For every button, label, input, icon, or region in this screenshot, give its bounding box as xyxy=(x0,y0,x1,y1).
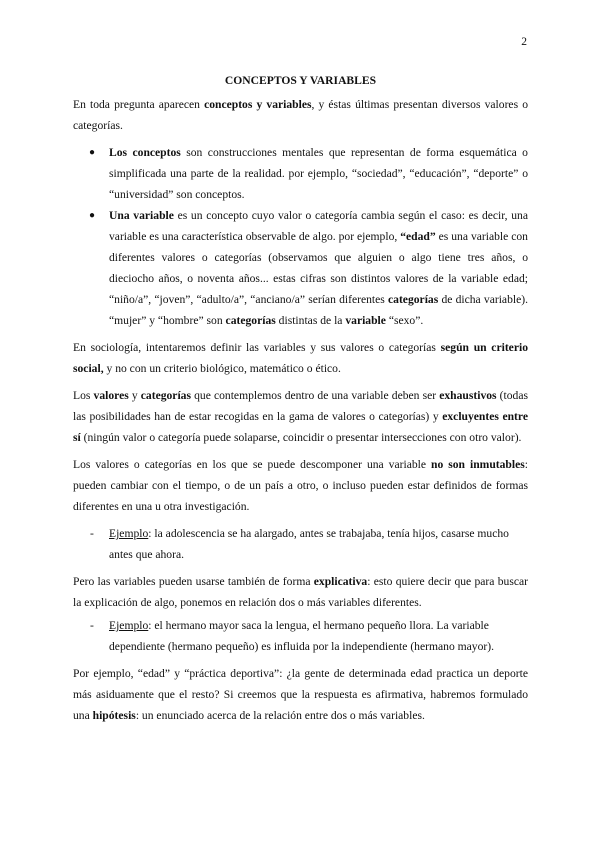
sociology-paragraph: En sociología, intentaremos definir las variables y sus valores o categorías según un criterio social, y no con un criterio biológico, matemático o ético. xyxy=(73,341,528,375)
intro-paragraph: En toda pregunta aparecen conceptos y variables, y éstas últimas presentan diversos valores o categorías. xyxy=(73,98,529,132)
example-list-1 xyxy=(73,523,528,565)
bullet-icon: ● xyxy=(89,210,96,221)
bullet-icon: ● xyxy=(89,147,96,158)
hypothesis-paragraph: Por ejemplo, “edad” y “práctica deportiva”: ¿la gente de determinada edad practica un deporte más asiduamente que el resto? Si creemos que la respuesta es afirmativa, habremos formulado una hipótesis: un enunciado acerca de la relación entre dos o más variables. xyxy=(73,667,528,722)
explicative-paragraph: Pero las variables pueden usarse también de forma explicativa: esto quiere decir que para buscar la explicación de algo, ponemos en relación dos o más variables diferentes. xyxy=(73,575,528,609)
example-label: Ejemplo xyxy=(109,527,149,540)
example-label: Ejemplo xyxy=(109,619,149,632)
bullet-list xyxy=(73,142,528,331)
bullet-item-concepts: ● Los conceptos son construcciones mentales que representan de forma esquemática o simplificada una parte de la realidad. por ejemplo, “sociedad”, “educación”, “deporte” o “universidad” son conceptos. xyxy=(109,142,528,205)
example-item: - Ejemplo: la adolescencia se ha alargado, antes se trabajaba, tenía hijos, casarse mucho antes que ahora. xyxy=(109,523,528,565)
dash-icon: - xyxy=(90,527,94,540)
bullet-item-variable: ● Una variable es un concepto cuyo valor o categoría cambia según el caso: es decir, una variable es una característica observable de algo. por ejemplo, “edad” es una variable con diferentes valores o categorías (observamos que alguien o algo tiene tres años, o dieciocho años, o noventa años... estas cifras son distintos valores de la variable edad; “niño/a”, “joven”, “adulto/a”, “anciano/a” serían diferentes categorías de dicha variable). “mujer” y “hombre” son categorías distintas de la variable “sexo”. xyxy=(109,205,528,331)
example-list-2 xyxy=(73,615,528,657)
immutable-paragraph: Los valores o categorías en los que se puede descomponer una variable no son inmutables: pueden cambiar con el tiempo, o de un país a otro, o incluso pueden estar definidos de formas diferentes en una u otra investigación. xyxy=(73,458,528,513)
document-body xyxy=(73,70,528,732)
page-number: 2 xyxy=(521,36,527,48)
page-title: CONCEPTOS Y VARIABLES xyxy=(224,74,377,87)
dash-icon: - xyxy=(90,619,94,632)
values-paragraph: Los valores y categorías que contemplemos dentro de una variable deben ser exhaustivos (todas las posibilidades han de estar recogidas en la gama de valores o categorías) y excluyentes entre sí (ningún valor o categoría puede solaparse, coincidir o presentar intersecciones con otro valor). xyxy=(73,389,529,444)
example-item: - Ejemplo: el hermano mayor saca la lengua, el hermano pequeño llora. La variable dependiente (hermano pequeño) es influida por la independiente (hermano mayor). xyxy=(109,615,528,657)
